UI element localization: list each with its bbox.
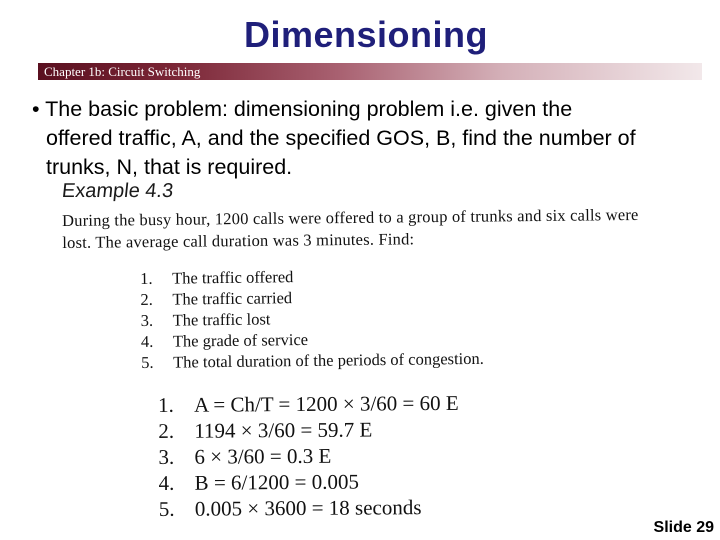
example-heading: Example 4.3 [60,180,175,202]
example-scan [56,178,696,528]
answer-text: 6 × 3/60 = 0.3 E [194,443,332,469]
answer-item [159,468,460,496]
question-number: 5. [141,352,154,372]
question-text: The traffic lost [172,309,271,330]
answer-text: B = 6/1200 = 0.005 [194,469,359,495]
answer-item [158,442,459,470]
question-list [140,264,484,373]
bullet-text-1: The basic problem: dimensioning problem i.e. given the [45,97,573,121]
example-problem [62,203,686,254]
answer-number: 1. [158,392,174,417]
problem-line-2: lost. The average call duration was 3 minutes. Find: [62,229,415,252]
answer-number: 2. [158,418,175,443]
question-text: The grade of service [172,329,309,351]
bullet-line-2: offered traffic, A, and the specified GOS, B, find the number of [46,126,636,150]
question-item [141,348,484,373]
question-number: 1. [140,268,153,288]
answer-item [158,416,459,444]
problem-line-1: During the busy hour, 1200 calls were offered to a group of trunks and six calls were [62,204,639,230]
slide-number: Slide 29 [653,519,714,536]
bullet-line-1 [32,95,714,124]
answer-text: 0.005 × 3600 = 18 seconds [194,495,422,521]
answer-number: 4. [158,470,175,495]
bullet-point [32,95,714,182]
question-number: 3. [140,310,154,330]
bullet-marker: • [32,97,40,121]
question-number: 4. [140,331,154,351]
question-text: The total duration of the periods of congestion. [173,348,484,372]
answer-item [158,390,459,418]
answer-number: 5. [158,496,175,521]
bullet-line-3: trunks, N, that is required. [46,155,293,179]
answer-text: 1194 × 3/60 = 59.7 E [194,417,373,443]
question-text: The traffic offered [172,267,294,288]
answer-list [158,390,459,522]
question-number: 2. [140,289,153,309]
answer-text: A = Ch/T = 1200 × 3/60 = 60 E [194,390,459,417]
answer-item [159,494,460,522]
answer-number: 3. [158,444,175,469]
chapter-label: Chapter 1b: Circuit Switching [44,64,201,79]
slide-title: Dimensioning [243,14,488,55]
question-text: The traffic carried [172,288,293,309]
